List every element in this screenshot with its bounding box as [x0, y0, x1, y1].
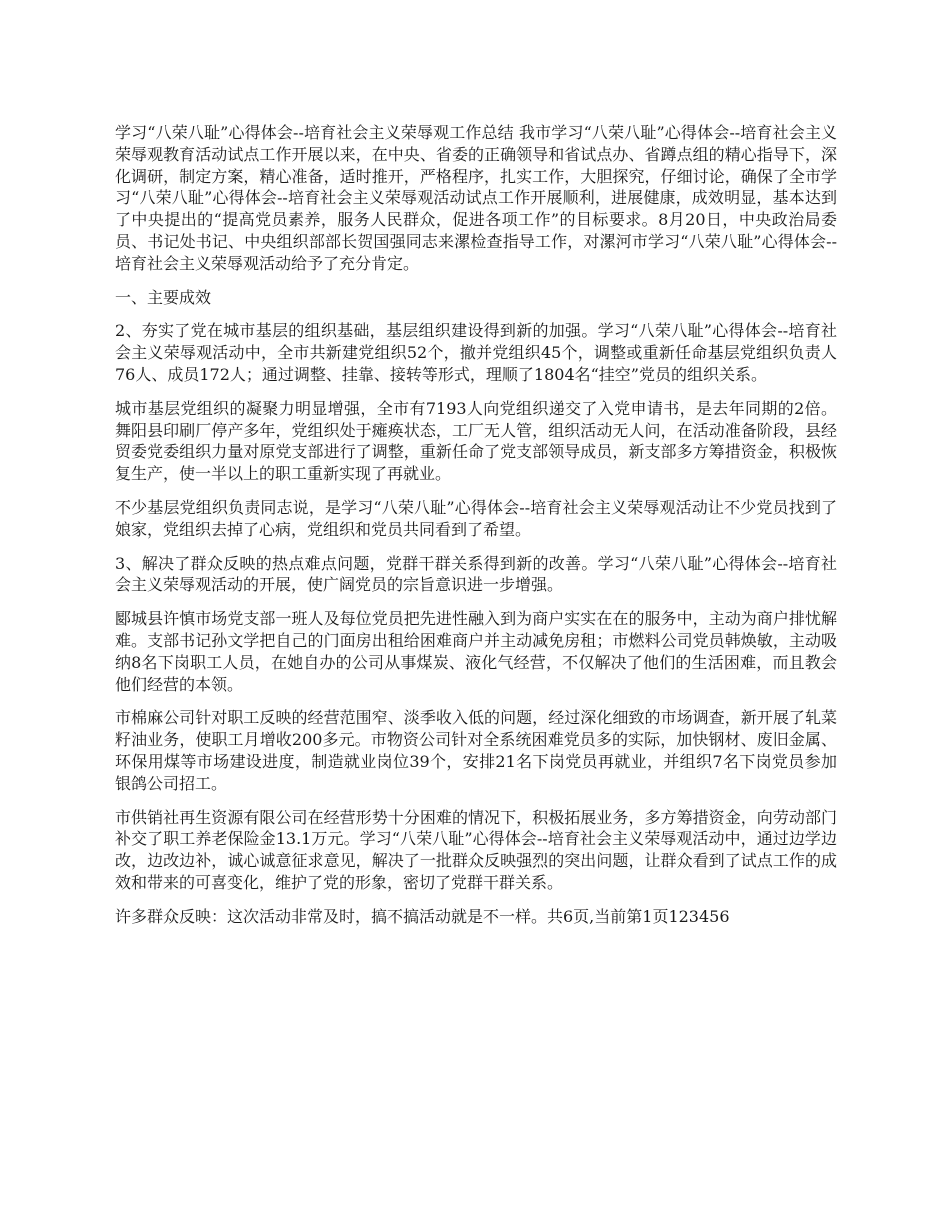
body-paragraph: 市棉麻公司针对职工反映的经营范围窄、淡季收入低的问题，经过深化细致的市场调查，新开展了轧菜籽油业务，使职工月增收200多元。市物资公司针对全系统困难党员多的实际，加快钢材、废旧金属、环保用煤等市场建设进度，制造就业岗位39个，安排21名下岗党员再就业，并组织7名下岗党员参加银鸽公司招工。 [115, 708, 837, 793]
body-paragraph: 不少基层党组织负责同志说，是学习“八荣八耻”心得体会--培育社会主义荣辱观活动让不少党员找到了娘家，党组织去掉了心病，党组织和党员共同看到了希望。 [115, 497, 837, 539]
body-paragraph: 城市基层党组织的凝聚力明显增强，全市有7193人向党组织递交了入党申请书，是去年同期的2倍。舞阳县印刷厂停产多年，党组织处于瘫痪状态，工厂无人管，组织活动无人问，在活动准备阶段，县经贸委党委组织力量对原党支部进行了调整，重新任命了党支部领导成员，新支部多方筹措资金，积极恢复生产，使一半以上的职工重新实现了再就业。 [115, 398, 837, 484]
body-paragraph: 2、夯实了党在城市基层的组织基础，基层组织建设得到新的加强。学习“八荣八耻”心得体会--培育社会主义荣辱观活动中，全市共新建党组织52个，撤并党组织45个，调整或重新任命基层党组织负责人76人、成员172人；通过调整、挂靠、接转等形式，理顺了1804名“挂空”党员的组织关系。 [115, 321, 837, 384]
intro-paragraph: 学习“八荣八耻”心得体会--培育社会主义荣辱观工作总结 我市学习“八荣八耻”心得体会--培育社会主义荣辱观教育活动试点工作开展以来，在中央、省委的正确领导和省试点办、省蹲点组的精心指导下，深化调研，制定方案，精心准备，适时推开，严格程序，扎实工作，大胆探究，仔细讨论，确保了全市学习“八荣八耻”心得体会--培育社会主义荣辱观活动试点工作开展顺利，进展健康，成效明显，基本达到了中央提出的“提高党员素养，服务人民群众，促进各项工作”的目标要求。8月20日，中央政治局委员、书记处书记、中央组织部部长贺国强同志来漯检查指导工作，对漯河市学习“八荣八耻”心得体会--培育社会主义荣辱观活动给予了充分肯定。 [115, 123, 837, 273]
body-paragraph: 市供销社再生资源有限公司在经营形势十分困难的情况下，积极拓展业务，多方筹措资金，向劳动部门补交了职工养老保险金13.1万元。学习“八荣八耻”心得体会--培育社会主义荣辱观活动中，通过边学边改，边改边补，诚心诚意征求意见，解决了一批群众反映强烈的突出问题，让群众看到了试点工作的成效和带来的可喜变化，维护了党的形象，密切了党群干群关系。 [115, 807, 837, 892]
closing-paragraph-with-pagination: 许多群众反映：这次活动非常及时，搞不搞活动就是不一样。共6页,当前第1页123456 [115, 906, 730, 926]
section-heading: 一、主要成效 [115, 287, 212, 307]
document-body [115, 122, 837, 940]
body-paragraph: 3、解决了群众反映的热点难点问题，党群干群关系得到新的改善。学习“八荣八耻”心得体会--培育社会主义荣辱观活动的开展，使广阔党员的宗旨意识进一步增强。 [115, 553, 837, 595]
body-paragraph: 郾城县许慎市场党支部一班人及每位党员把先进性融入到为商户实实在在的服务中，主动为商户排忧解难。支部书记孙文学把自己的门面房出租给困难商户并主动减免房租；市燃料公司党员韩焕敏，主动吸纳8名下岗职工人员，在她自办的公司从事煤炭、液化气经营，不仅解决了他们的生活困难，而且教会他们经营的本领。 [115, 609, 837, 694]
